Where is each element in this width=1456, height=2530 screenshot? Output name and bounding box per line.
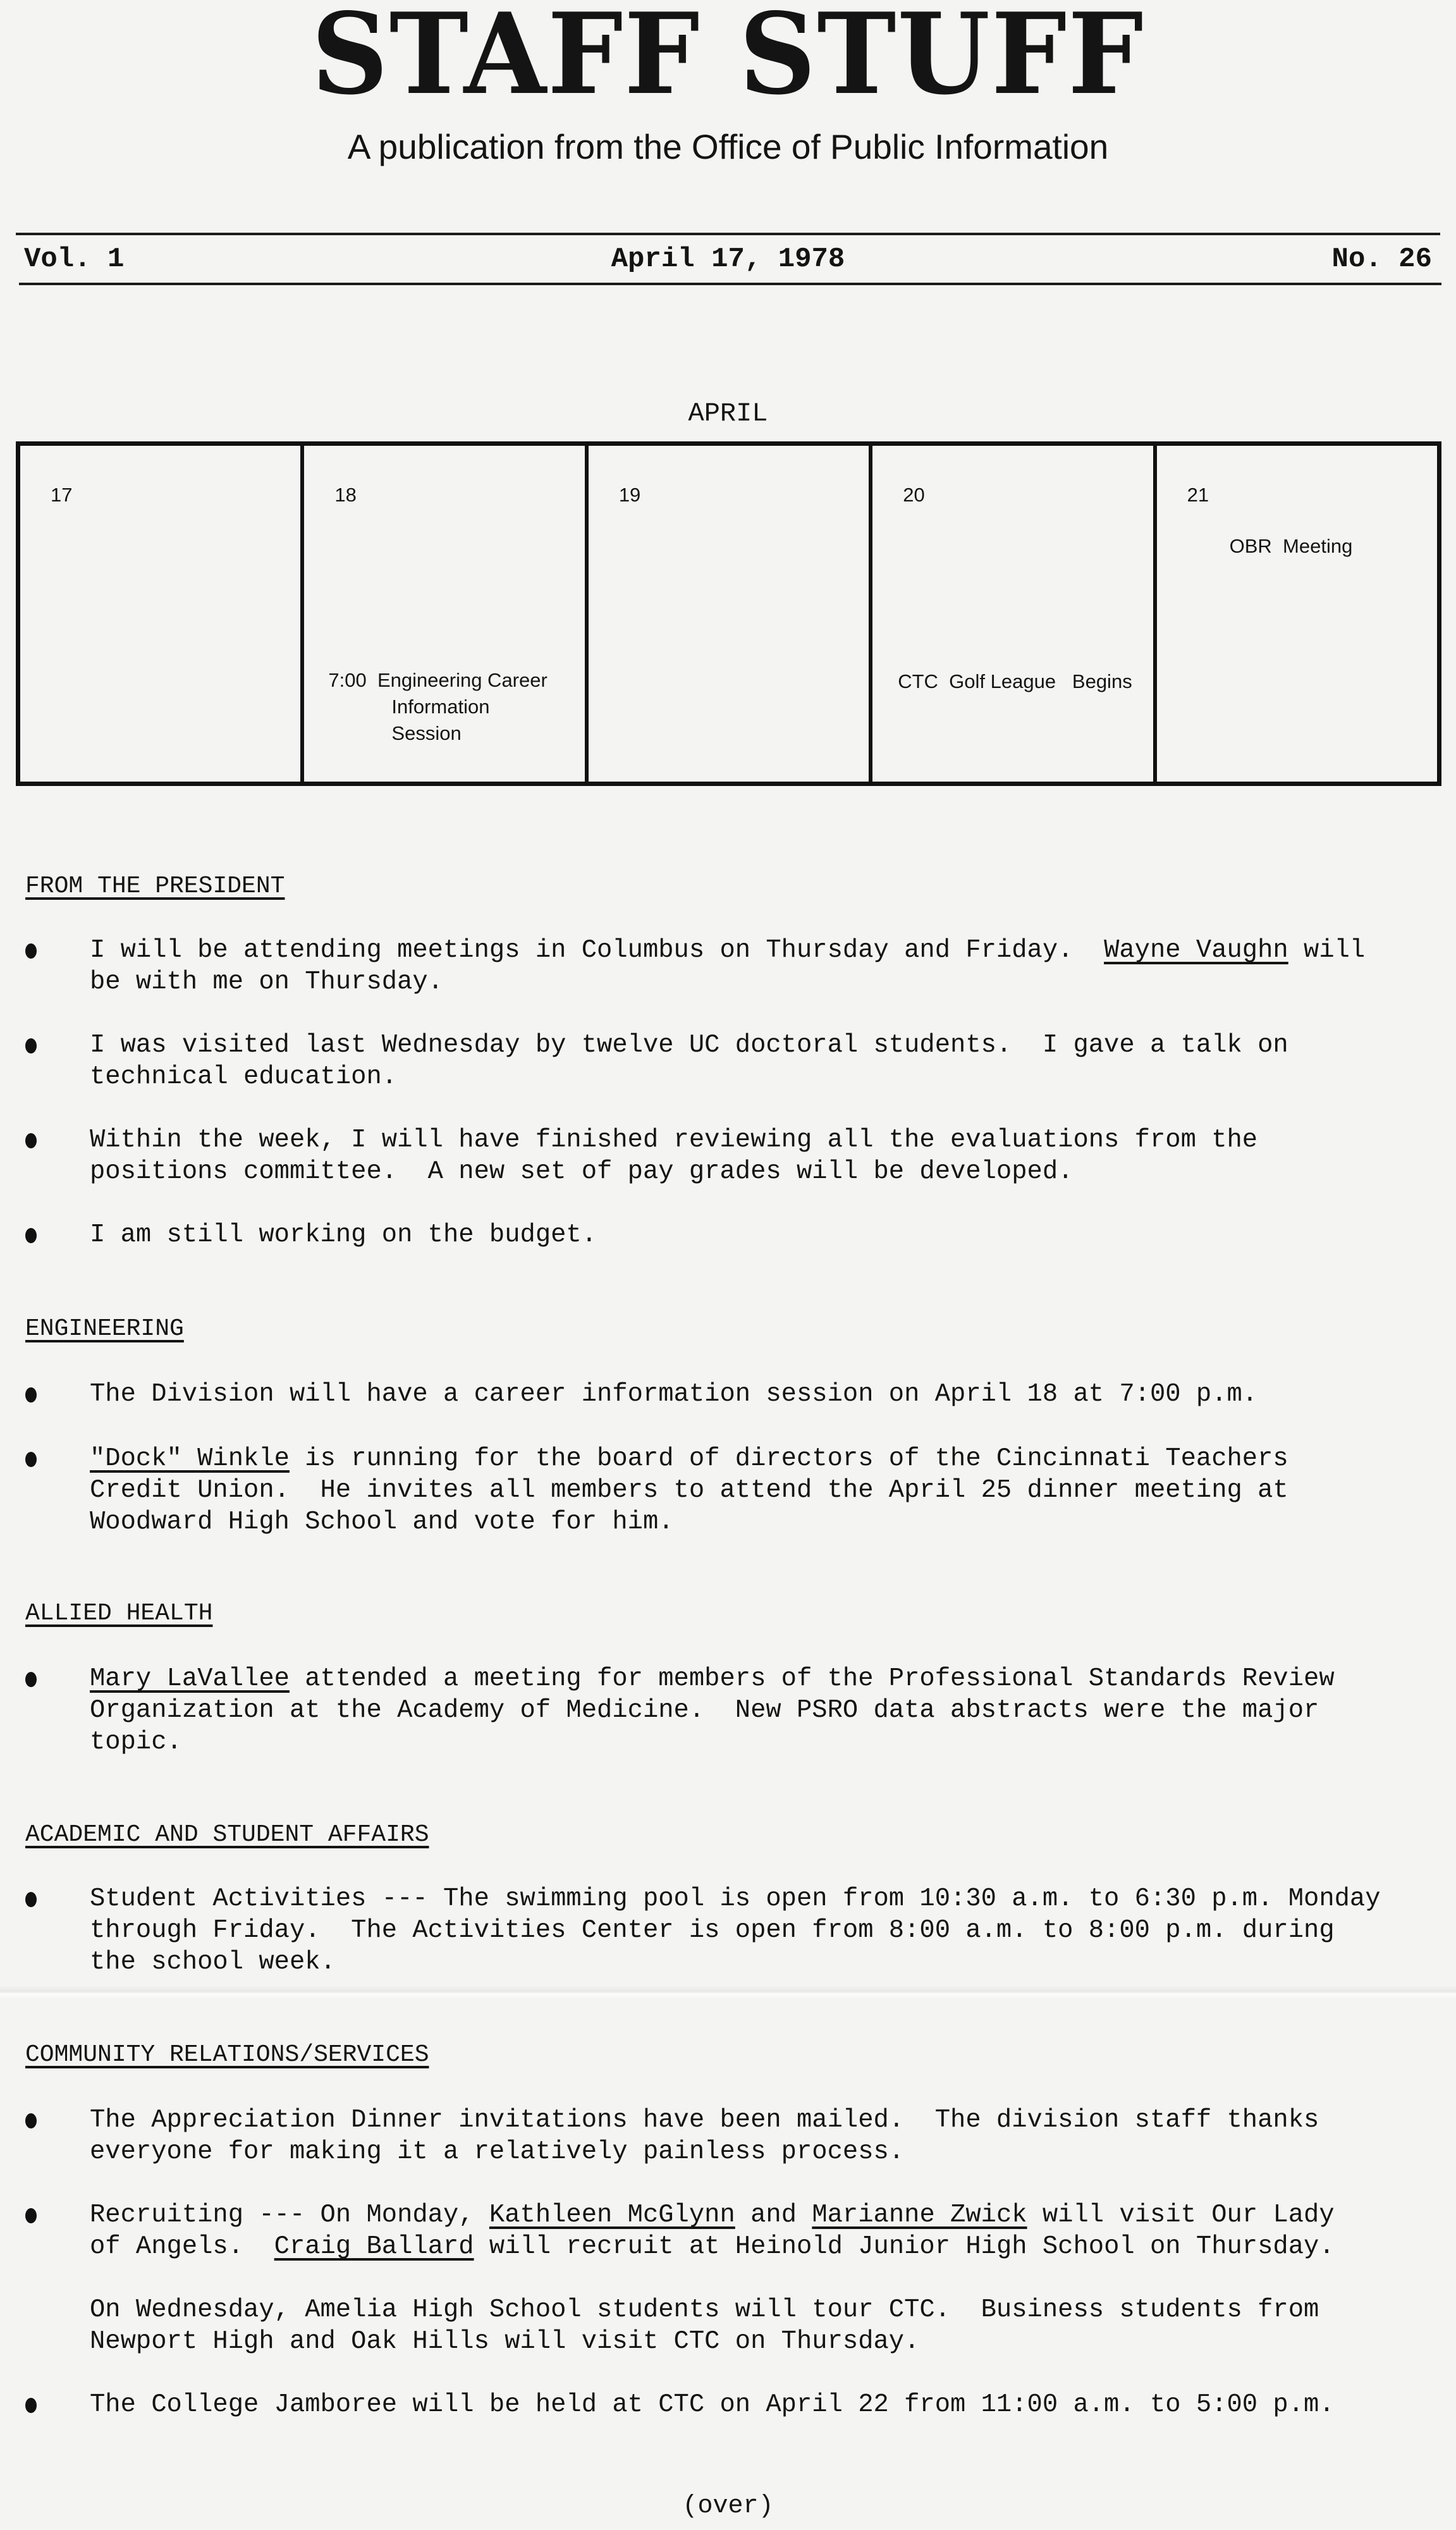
section-heading-community: COMMUNITY RELATIONS/SERVICES <box>25 2041 429 2068</box>
item-text: is running for the board of directors of the Cincinnati Teachers Credit Union. He invites all members to attend the April 25 dinner meeting at Woodward High School and vote for him. <box>90 1444 1288 1537</box>
volume-label: Vol. 1 <box>24 243 125 275</box>
bullet-icon <box>25 1892 37 1907</box>
bullet-icon <box>25 2208 37 2223</box>
staff-name: Wayne Vaughn <box>1104 936 1288 965</box>
bullet-icon <box>25 1133 37 1148</box>
item-text: will visit Our Lady of Angels. <box>90 2201 1335 2261</box>
issue-number: No. 26 <box>1331 243 1432 275</box>
bullet-icon <box>25 1387 37 1403</box>
day-number: 17 <box>51 484 73 506</box>
event-time: 7:00 <box>328 669 367 691</box>
calendar-day-17 <box>20 446 304 782</box>
staff-name: Craig Ballard <box>274 2232 474 2261</box>
day-number: 21 <box>1187 484 1209 506</box>
day-number: 18 <box>334 484 357 506</box>
day-number: 20 <box>903 484 925 506</box>
bullet-icon <box>25 1672 37 1687</box>
staff-name: Marianne Zwick <box>812 2201 1027 2230</box>
item-text: Within the week, I will have finished reviewing all the evaluations from the positions committee. A new set of pay grades will be developed. <box>90 1126 1258 1186</box>
week-calendar <box>16 441 1441 786</box>
calendar-event <box>328 667 547 747</box>
item-text: On Wednesday, Amelia High School students will tour CTC. Business students from Newport High and Oak Hills will visit CTC on Thursday. <box>90 2295 1319 2356</box>
list-item <box>25 1219 1429 1251</box>
list-item <box>25 935 1429 998</box>
item-text: I am still working on the budget. <box>90 1220 597 1250</box>
bullet-icon <box>25 1038 37 1053</box>
list-item <box>25 1124 1429 1188</box>
section-heading-engineering: ENGINEERING <box>25 1315 184 1342</box>
event-title-line: Engineering Career <box>377 669 548 691</box>
issue-date: April 17, 1978 <box>611 243 845 275</box>
list-item <box>25 1379 1429 1410</box>
day-number: 19 <box>618 484 641 506</box>
issue-info-bar <box>24 243 1432 275</box>
bullet-icon <box>25 943 37 959</box>
calendar-day-19 <box>589 446 872 782</box>
calendar-event: CTC Golf League Begins <box>898 670 1132 692</box>
list-item-continuation <box>25 2294 1429 2357</box>
list-item <box>25 1029 1429 1093</box>
list-item <box>25 1663 1429 1758</box>
top-rule <box>16 233 1440 235</box>
event-title-line: Information <box>391 696 490 718</box>
item-text: will recruit at Heinold Junior High School on Thursday. <box>474 2232 1335 2261</box>
list-item <box>25 2199 1429 2263</box>
item-text: I will be attending meetings in Columbus on Thursday and Friday. <box>90 936 1104 965</box>
item-text: and <box>735 2201 812 2230</box>
calendar-day-21 <box>1157 446 1437 782</box>
bottom-rule <box>19 283 1441 285</box>
item-text: will be with me on Thursday. <box>90 936 1366 997</box>
event-title-line: Session <box>391 722 462 744</box>
staff-name: Mary LaVallee <box>90 1664 290 1693</box>
list-item <box>25 1883 1429 1978</box>
calendar-event: OBR Meeting <box>1229 535 1353 557</box>
item-text: The College Jamboree will be held at CTC on April 22 from 11:00 a.m. to 5:00 p.m. <box>90 2390 1335 2419</box>
item-text: Recruiting --- On Monday, <box>90 2201 489 2230</box>
item-text: Student Activities --- The swimming pool is open from 10:30 a.m. to 6:30 p.m. Monday through Friday. The Activities Center is open from 8:00 a.m. to 8:00 p.m. during the school week. <box>90 1884 1381 1977</box>
list-item <box>25 1443 1429 1538</box>
calendar-day-18 <box>304 446 588 782</box>
bullet-icon <box>25 1228 37 1243</box>
section-heading-academic: ACADEMIC AND STUDENT AFFAIRS <box>25 1821 429 1848</box>
list-item <box>25 2389 1429 2421</box>
item-text: I was visited last Wednesday by twelve UC doctoral students. I gave a talk on technical education. <box>90 1031 1288 1091</box>
staff-name: Kathleen McGlynn <box>489 2201 735 2230</box>
staff-name: "Dock" Winkle <box>90 1444 290 1473</box>
bullet-icon <box>25 2113 37 2128</box>
calendar-day-20 <box>872 446 1156 782</box>
bullet-icon <box>25 1452 37 1467</box>
list-item <box>25 2104 1429 2168</box>
item-text: The Appreciation Dinner invitations have been mailed. The division staff thanks everyone for making it a relatively painless process. <box>90 2106 1319 2166</box>
paper-fold-crease <box>0 1986 1456 1999</box>
item-text: attended a meeting for members of the Professional Standards Review Organization at the Academy of Medicine. New PSRO data abstracts were the major topic. <box>90 1664 1335 1757</box>
item-text: The Division will have a career information session on April 18 at 7:00 p.m. <box>90 1380 1258 1409</box>
newsletter-subtitle: A publication from the Office of Public Information <box>347 127 1109 166</box>
section-heading-president: FROM THE PRESIDENT <box>25 873 285 900</box>
newsletter-title: STAFF STUFF <box>311 0 1145 120</box>
calendar-month: APRIL <box>688 398 768 429</box>
bullet-icon <box>25 2398 37 2413</box>
section-heading-allied-health: ALLIED HEALTH <box>25 1600 213 1627</box>
page-footer-over: (over) <box>682 2492 774 2521</box>
